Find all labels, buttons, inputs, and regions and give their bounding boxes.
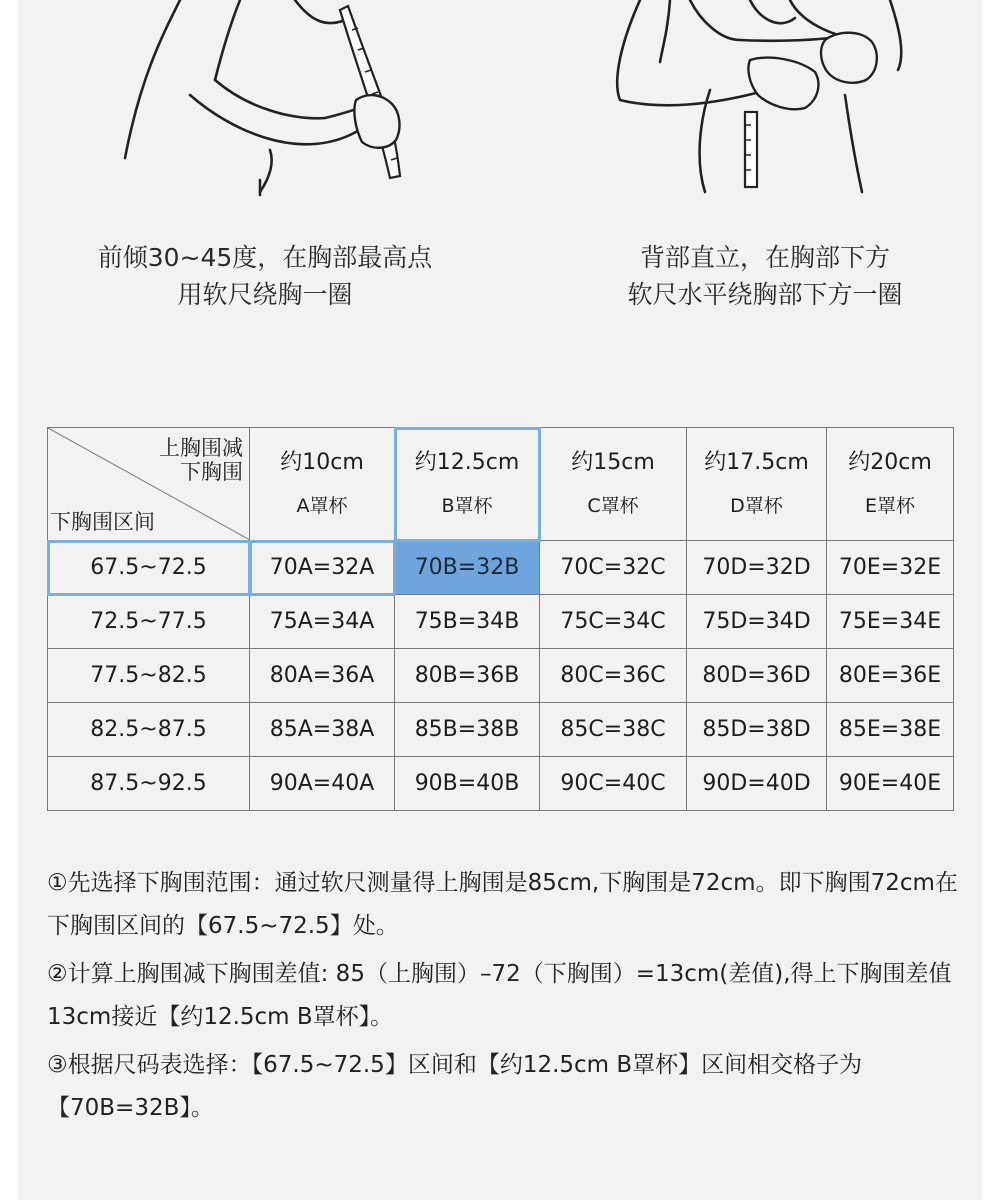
underbust-measure-illustration bbox=[600, 0, 920, 200]
corner-bottom-label: 下胸围区间 bbox=[50, 510, 155, 534]
size-cell: 90E=40E bbox=[827, 757, 954, 811]
range-cell: 72.5~77.5 bbox=[48, 595, 250, 649]
size-cell: 80D=36D bbox=[687, 649, 827, 703]
size-cell: 85C=38C bbox=[540, 703, 687, 757]
size-cell: 70A=32A bbox=[250, 541, 395, 595]
size-cell: 70D=32D bbox=[687, 541, 827, 595]
caption-right bbox=[560, 239, 970, 313]
caption-left-line1: 前倾30~45度，在胸部最高点 bbox=[97, 243, 433, 272]
table-row bbox=[48, 595, 954, 649]
table-header-row bbox=[48, 428, 954, 541]
caption-right-line1: 背部直立，在胸部下方 bbox=[639, 243, 890, 272]
bust-measure-illustration bbox=[120, 0, 420, 200]
caption-right-line2: 软尺水平绕胸部下方一圈 bbox=[627, 280, 903, 309]
size-cell: 70E=32E bbox=[827, 541, 954, 595]
size-cell: 90C=40C bbox=[540, 757, 687, 811]
size-cell: 75E=34E bbox=[827, 595, 954, 649]
instruction-step-2: ②计算上胸围减下胸围差值: 85（上胸围）–72（下胸围）=13cm(差值),得上下胸围差值13cm接近【约12.5cm B罩杯】。 bbox=[47, 961, 952, 1030]
size-cell: 90B=40B bbox=[395, 757, 540, 811]
size-cell: 80E=36E bbox=[827, 649, 954, 703]
size-cell: 75C=34C bbox=[540, 595, 687, 649]
table-row bbox=[48, 541, 954, 595]
size-cell: 90D=40D bbox=[687, 757, 827, 811]
size-cell: 85D=38D bbox=[687, 703, 827, 757]
size-cell: 75A=34A bbox=[250, 595, 395, 649]
size-cell: 85B=38B bbox=[395, 703, 540, 757]
instruction-step-1: ①先选择下胸围范围：通过软尺测量得上胸围是85cm,下胸围是72cm。即下胸围72cm在下胸围区间的【67.5~72.5】处。 bbox=[47, 870, 958, 939]
column-header-highlighted: 约12.5cm B罩杯 bbox=[395, 428, 540, 541]
caption-left-line2: 用软尺绕胸一圈 bbox=[177, 280, 353, 309]
instruction-step-3: ③根据尺码表选择：【67.5~72.5】区间和【约12.5cm B罩杯】区间相交格子为【70B=32B】。 bbox=[47, 1052, 863, 1121]
size-cell: 80B=36B bbox=[395, 649, 540, 703]
size-cell: 85E=38E bbox=[827, 703, 954, 757]
range-cell: 87.5~92.5 bbox=[48, 757, 250, 811]
column-header: 约17.5cm D罩杯 bbox=[687, 428, 827, 541]
size-chart-table bbox=[47, 427, 954, 811]
corner-top-label: 上胸围减 下胸围 bbox=[159, 436, 243, 484]
caption-left bbox=[60, 239, 470, 313]
size-cell: 75B=34B bbox=[395, 595, 540, 649]
table-row bbox=[48, 757, 954, 811]
column-header: 约10cm A罩杯 bbox=[250, 428, 395, 541]
size-cell: 85A=38A bbox=[250, 703, 395, 757]
size-cell: 90A=40A bbox=[250, 757, 395, 811]
size-cell: 80C=36C bbox=[540, 649, 687, 703]
instructions bbox=[47, 862, 967, 1135]
size-cell-selected: 70B=32B bbox=[395, 541, 540, 595]
table-row bbox=[48, 703, 954, 757]
size-cell: 80A=36A bbox=[250, 649, 395, 703]
range-cell: 82.5~87.5 bbox=[48, 703, 250, 757]
range-cell-highlighted: 67.5~72.5 bbox=[48, 541, 250, 595]
column-header: 约20cm E罩杯 bbox=[827, 428, 954, 541]
column-header: 约15cm C罩杯 bbox=[540, 428, 687, 541]
table-corner-cell bbox=[48, 428, 250, 541]
table-row bbox=[48, 649, 954, 703]
size-cell: 70C=32C bbox=[540, 541, 687, 595]
range-cell: 77.5~82.5 bbox=[48, 649, 250, 703]
size-cell: 75D=34D bbox=[687, 595, 827, 649]
